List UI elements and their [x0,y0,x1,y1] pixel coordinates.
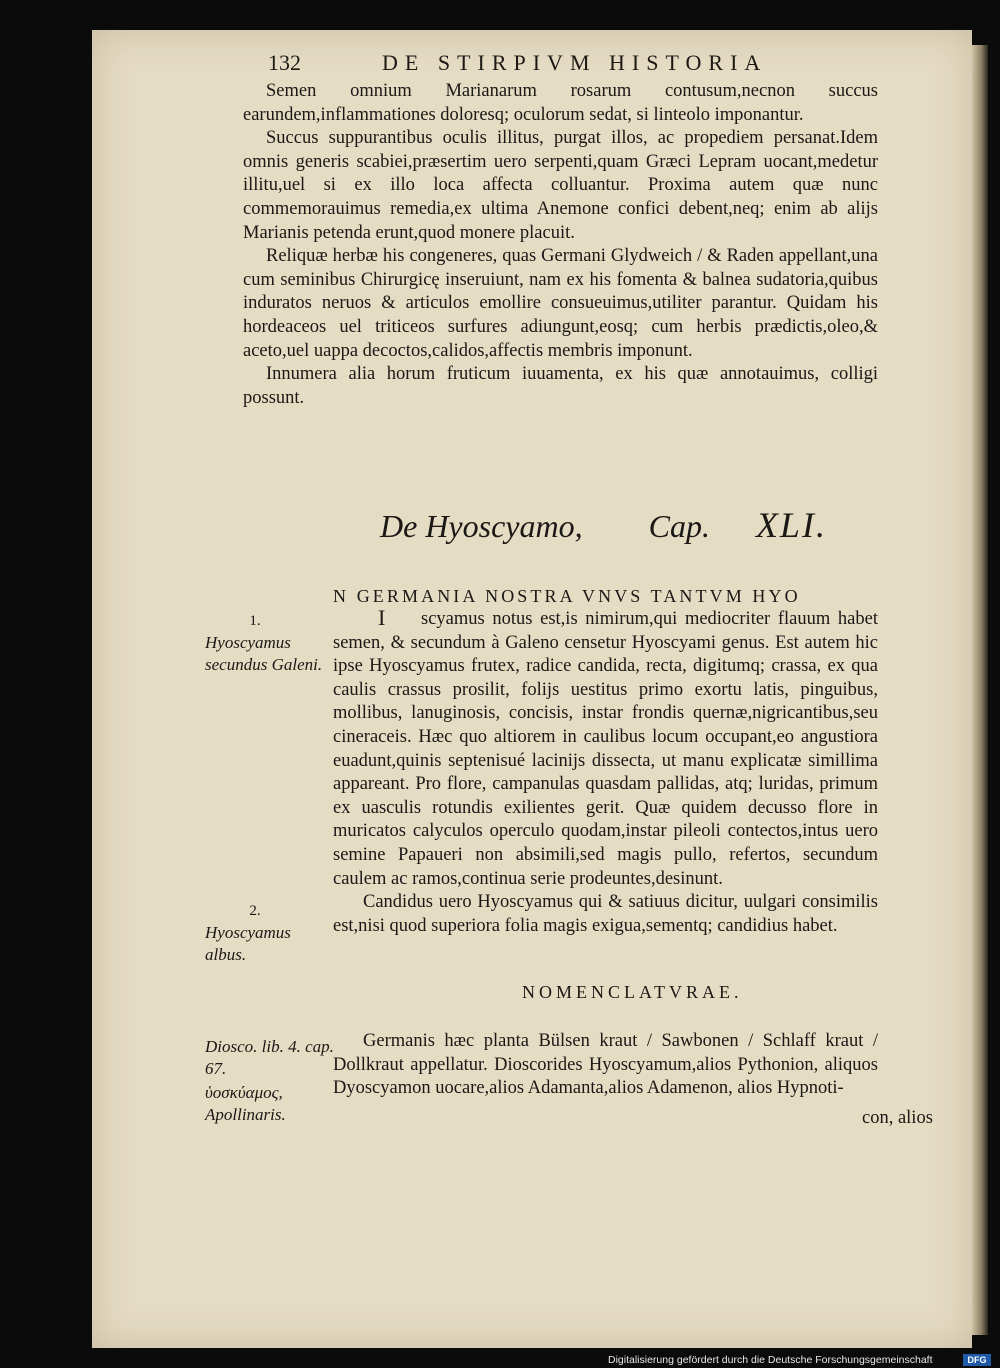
catchword: con, alios [862,1108,933,1128]
paragraph: Innumera alia horum fruticum iuuamenta, ex his quæ annotauimus, colligi possunt. [243,364,878,408]
paragraph: scyamus notus est,is nimirum,qui mediocriter flauum habet semen, & secundum à Galeno censetur Hyoscyami genus. Est autem hic ipse Hyoscyamus frutex, radice candida, recta, digitumq; crassa, ex qua caulis crassus prosilit, folijs uestitus primo exortu latis, pinguibus, mollibus, lanuginosis, concisis, instar frondis quernæ,nigricantibus,seu cineraceis. Hæc quo altiorem in caulibus locum occupant,eo angustiora euadunt,quinis septenisué lacinijs dissecta, ut manu explicatæ simillima appareant. Pro flore, campanulas quasdam pallidas, atq; luridas, primum ex uasculis rotundis exilientes gerit. Quæ quidem decusso flore in muricatos calyculos operculo quodam,instar pileoli contectos,intus uero semine Papaueri non absimili,sed magis pullo, refertos, secundum caulem ac ramos,continua serie prodeuntes,desinunt. [333,609,878,889]
margin-note-text: Hyoscyamus albus. [205,923,291,964]
section-opening-caps: N GERMANIA NOSTRA VNVS TANTVM HYO [333,586,801,606]
paragraph: Semen omnium Marianarum rosarum contusum,necnon succus earundem,inflammationes doloresq; oculorum sedat, si linteolo imponantur. [243,81,878,125]
paragraph: Candidus uero Hyoscyamus qui & satiuus dicitur, uulgari consimilis est,nisi quod superiora folia magis exigua,sementq; candidius habet. [333,892,878,936]
margin-note [205,900,315,966]
paragraph: Succus suppurantibus oculis illitus, purgat illos, ac propediem persanat.Idem omnis generis scabiei,præsertim uero serpenti,quam Græci Lepram uocant,medetur illitu,uel si ex illo loca affecta colluantur. Proxima autem quæ nunc commemorauimus remedia,ex ultima Anemone confici debent,neq; enim ab alijs Marianis petenda erunt,quod monere placuit. [243,128,878,243]
chapter-number: XLI. [755,505,827,545]
margin-note [205,1036,335,1080]
drop-initial: I [378,605,386,630]
paragraph: Reliquæ herbæ his congeneres, quas Germani Glydweich / & Raden appellant,una cum seminibus Chirurgicę inseruiunt, nam ex his fomenta & balnea sudatoria,quibus induratos neruos & articulos emollire consueuimus,utiliter parantur. Quidam his hordeaceos uel triticeos surfures adiungunt,eosq; cum herbis prædictis,oleo,& aceto,uel uappa decoctos,calidos,affectis membris imponunt. [243,246,878,361]
chapter-cap-label: Cap. [648,508,710,544]
margin-note-text: Diosco. lib. 4. cap. 67. [205,1037,334,1078]
text-block-main [333,608,878,938]
margin-note-number: 1. [249,613,261,629]
margin-note-text: Hyoscyamus secundus Galeni. [205,633,323,674]
margin-note-number: 2. [249,903,261,919]
page-number: 132 [268,50,301,75]
margin-note-text: ὑοσκύαμος, Apollinaris. [205,1083,286,1124]
footer-credit: Digitalisierung gefördert durch die Deutsche Forschungsgemeinschaft [608,1354,933,1366]
margin-note [205,1082,315,1126]
chapter-title: De Hyoscyamo, [380,508,583,544]
chapter-heading [380,504,900,546]
nomenclature-heading: NOMENCLATVRAE. [522,982,743,1002]
nomenclature-text-block [333,1030,878,1101]
text-block-top [243,80,878,410]
margin-note [205,610,335,676]
page-edge [972,45,988,1335]
dfg-logo-icon: DFG [963,1354,991,1366]
page-header [270,50,910,78]
running-title: DE STIRPIVM HISTORIA [382,50,768,75]
paragraph: Germanis hæc planta Bülsen kraut / Sawbonen / Schlaff kraut / Dollkraut appellatur. Dioscorides Hyoscyamum,alios Pythonion, aliquos Dyoscyamon uocare,alios Adamanta,alios Adamenon, alios Hypnoti- [333,1031,878,1099]
